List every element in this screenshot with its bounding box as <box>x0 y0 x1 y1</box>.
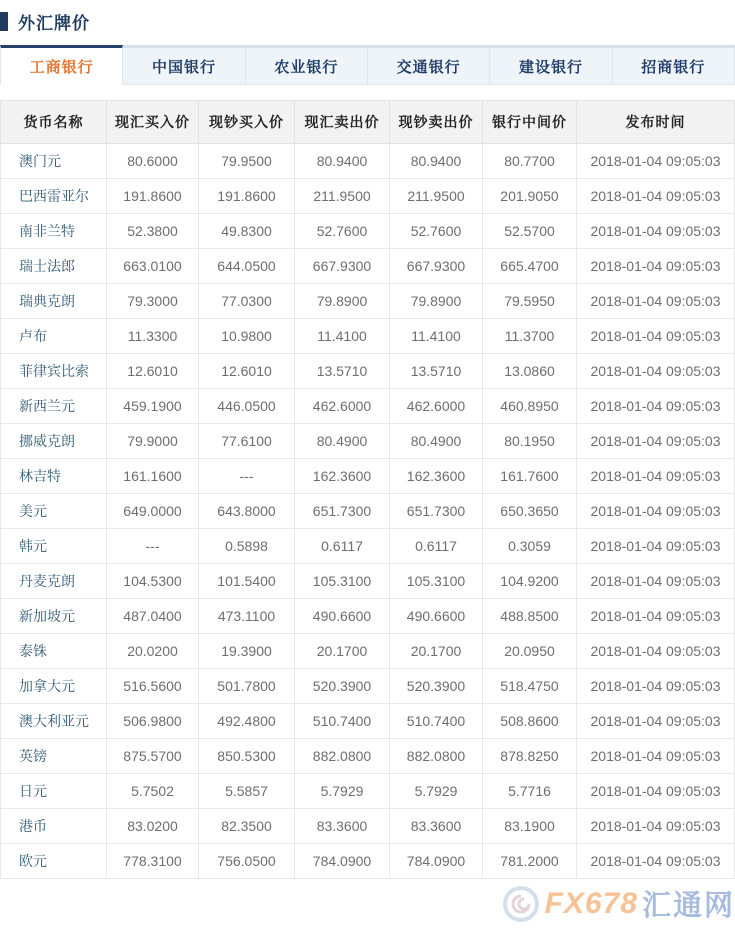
publish-time-cell: 2018-01-04 09:05:03 <box>577 564 735 599</box>
currency-cell[interactable]: 瑞士法郎 <box>1 249 107 284</box>
middle-rate-cell: 201.9050 <box>483 179 577 214</box>
middle-rate-cell: 0.3059 <box>483 529 577 564</box>
spot-buy-cell: 506.9800 <box>107 704 199 739</box>
bank-tabs <box>0 45 735 85</box>
swirl-logo-icon <box>501 884 541 924</box>
table-row <box>1 284 735 319</box>
publish-time-cell: 2018-01-04 09:05:03 <box>577 739 735 774</box>
table-row <box>1 599 735 634</box>
spot-sell-cell: 462.6000 <box>295 389 390 424</box>
table-row <box>1 179 735 214</box>
cash-sell-cell: 80.4900 <box>390 424 483 459</box>
table-row <box>1 354 735 389</box>
table-row <box>1 424 735 459</box>
table-row <box>1 249 735 284</box>
currency-cell[interactable]: 英镑 <box>1 739 107 774</box>
watermark <box>501 883 735 924</box>
currency-cell[interactable]: 卢布 <box>1 319 107 354</box>
cash-buy-cell: 492.4800 <box>199 704 295 739</box>
currency-cell[interactable]: 新加坡元 <box>1 599 107 634</box>
middle-rate-cell: 104.9200 <box>483 564 577 599</box>
spot-sell-cell: 211.9500 <box>295 179 390 214</box>
col-header-middle-rate: 银行中间价 <box>483 101 577 144</box>
currency-cell[interactable]: 巴西雷亚尔 <box>1 179 107 214</box>
publish-time-cell: 2018-01-04 09:05:03 <box>577 424 735 459</box>
cash-buy-cell: --- <box>199 459 295 494</box>
publish-time-cell: 2018-01-04 09:05:03 <box>577 389 735 424</box>
spot-sell-cell: 882.0800 <box>295 739 390 774</box>
spot-sell-cell: 11.4100 <box>295 319 390 354</box>
table-row <box>1 844 735 879</box>
spot-buy-cell: 12.6010 <box>107 354 199 389</box>
page-title: 外汇牌价 <box>18 13 90 33</box>
cash-buy-cell: 82.3500 <box>199 809 295 844</box>
currency-cell[interactable]: 泰铢 <box>1 634 107 669</box>
middle-rate-cell: 20.0950 <box>483 634 577 669</box>
publish-time-cell: 2018-01-04 09:05:03 <box>577 459 735 494</box>
spot-sell-cell: 0.6117 <box>295 529 390 564</box>
title-accent-bar <box>0 12 8 31</box>
middle-rate-cell: 80.1950 <box>483 424 577 459</box>
spot-sell-cell: 520.3900 <box>295 669 390 704</box>
currency-cell[interactable]: 欧元 <box>1 844 107 879</box>
table-header-row <box>1 101 735 144</box>
cash-sell-cell: 520.3900 <box>390 669 483 704</box>
currency-cell[interactable]: 挪威克朗 <box>1 424 107 459</box>
middle-rate-cell: 5.7716 <box>483 774 577 809</box>
spot-buy-cell: 52.3800 <box>107 214 199 249</box>
table-row <box>1 529 735 564</box>
cash-buy-cell: 0.5898 <box>199 529 295 564</box>
cash-sell-cell: 80.9400 <box>390 144 483 179</box>
spot-buy-cell: 161.1600 <box>107 459 199 494</box>
tab-abc[interactable]: 农业银行 <box>246 45 368 85</box>
spot-buy-cell: 83.0200 <box>107 809 199 844</box>
cash-sell-cell: 20.1700 <box>390 634 483 669</box>
cash-sell-cell: 490.6600 <box>390 599 483 634</box>
spot-sell-cell: 105.3100 <box>295 564 390 599</box>
cash-sell-cell: 13.5710 <box>390 354 483 389</box>
tab-boc[interactable]: 中国银行 <box>123 45 245 85</box>
spot-sell-cell: 80.9400 <box>295 144 390 179</box>
spot-buy-cell: --- <box>107 529 199 564</box>
publish-time-cell: 2018-01-04 09:05:03 <box>577 704 735 739</box>
cash-buy-cell: 12.6010 <box>199 354 295 389</box>
cash-sell-cell: 651.7300 <box>390 494 483 529</box>
cash-sell-cell: 52.7600 <box>390 214 483 249</box>
spot-sell-cell: 510.7400 <box>295 704 390 739</box>
spot-sell-cell: 5.7929 <box>295 774 390 809</box>
spot-sell-cell: 79.8900 <box>295 284 390 319</box>
cash-buy-cell: 19.3900 <box>199 634 295 669</box>
currency-cell[interactable]: 韩元 <box>1 529 107 564</box>
currency-cell[interactable]: 美元 <box>1 494 107 529</box>
publish-time-cell: 2018-01-04 09:05:03 <box>577 669 735 704</box>
cash-buy-cell: 191.8600 <box>199 179 295 214</box>
table-row <box>1 144 735 179</box>
spot-buy-cell: 5.7502 <box>107 774 199 809</box>
cash-sell-cell: 882.0800 <box>390 739 483 774</box>
table-row <box>1 494 735 529</box>
cash-buy-cell: 501.7800 <box>199 669 295 704</box>
publish-time-cell: 2018-01-04 09:05:03 <box>577 494 735 529</box>
spot-buy-cell: 649.0000 <box>107 494 199 529</box>
col-header-spot-buy: 现汇买入价 <box>107 101 199 144</box>
cash-buy-cell: 77.0300 <box>199 284 295 319</box>
tab-bocom[interactable]: 交通银行 <box>368 45 490 85</box>
publish-time-cell: 2018-01-04 09:05:03 <box>577 634 735 669</box>
spot-buy-cell: 875.5700 <box>107 739 199 774</box>
middle-rate-cell: 79.5950 <box>483 284 577 319</box>
cash-buy-cell: 79.9500 <box>199 144 295 179</box>
spot-buy-cell: 104.5300 <box>107 564 199 599</box>
cash-buy-cell: 77.6100 <box>199 424 295 459</box>
table-row <box>1 389 735 424</box>
publish-time-cell: 2018-01-04 09:05:03 <box>577 179 735 214</box>
cash-buy-cell: 49.8300 <box>199 214 295 249</box>
spot-buy-cell: 778.3100 <box>107 844 199 879</box>
publish-time-cell: 2018-01-04 09:05:03 <box>577 774 735 809</box>
currency-cell[interactable]: 瑞典克朗 <box>1 284 107 319</box>
spot-sell-cell: 80.4900 <box>295 424 390 459</box>
tab-ccb[interactable]: 建设银行 <box>490 45 612 85</box>
spot-buy-cell: 487.0400 <box>107 599 199 634</box>
table-row <box>1 634 735 669</box>
currency-cell[interactable]: 日元 <box>1 774 107 809</box>
watermark-brand-text: FX678 <box>544 886 638 920</box>
spot-sell-cell: 83.3600 <box>295 809 390 844</box>
currency-cell[interactable]: 澳门元 <box>1 144 107 179</box>
spot-buy-cell: 516.5600 <box>107 669 199 704</box>
table-row <box>1 669 735 704</box>
currency-cell[interactable]: 加拿大元 <box>1 669 107 704</box>
col-header-spot-sell: 现汇卖出价 <box>295 101 390 144</box>
spot-sell-cell: 52.7600 <box>295 214 390 249</box>
currency-cell[interactable]: 新西兰元 <box>1 389 107 424</box>
cash-buy-cell: 756.0500 <box>199 844 295 879</box>
middle-rate-cell: 13.0860 <box>483 354 577 389</box>
publish-time-cell: 2018-01-04 09:05:03 <box>577 354 735 389</box>
spot-sell-cell: 667.9300 <box>295 249 390 284</box>
tab-icbc[interactable]: 工商银行 <box>0 45 123 85</box>
publish-time-cell: 2018-01-04 09:05:03 <box>577 599 735 634</box>
col-header-cash-sell: 现钞卖出价 <box>390 101 483 144</box>
middle-rate-cell: 83.1900 <box>483 809 577 844</box>
cash-buy-cell: 473.1100 <box>199 599 295 634</box>
cash-buy-cell: 446.0500 <box>199 389 295 424</box>
col-header-cash-buy: 现钞买入价 <box>199 101 295 144</box>
cash-buy-cell: 10.9800 <box>199 319 295 354</box>
currency-cell[interactable]: 澳大利亚元 <box>1 704 107 739</box>
currency-cell[interactable]: 南非兰特 <box>1 214 107 249</box>
table-row <box>1 564 735 599</box>
spot-buy-cell: 20.0200 <box>107 634 199 669</box>
spot-sell-cell: 162.3600 <box>295 459 390 494</box>
middle-rate-cell: 488.8500 <box>483 599 577 634</box>
publish-time-cell: 2018-01-04 09:05:03 <box>577 529 735 564</box>
spot-sell-cell: 784.0900 <box>295 844 390 879</box>
cash-sell-cell: 5.7929 <box>390 774 483 809</box>
tab-cmb[interactable]: 招商银行 <box>613 45 735 85</box>
cash-buy-cell: 850.5300 <box>199 739 295 774</box>
middle-rate-cell: 508.8600 <box>483 704 577 739</box>
spot-buy-cell: 663.0100 <box>107 249 199 284</box>
rates-table-body <box>1 144 735 879</box>
table-row <box>1 704 735 739</box>
middle-rate-cell: 161.7600 <box>483 459 577 494</box>
table-row <box>1 774 735 809</box>
currency-cell[interactable]: 丹麦克朗 <box>1 564 107 599</box>
cash-sell-cell: 211.9500 <box>390 179 483 214</box>
cash-sell-cell: 105.3100 <box>390 564 483 599</box>
spot-sell-cell: 20.1700 <box>295 634 390 669</box>
cash-buy-cell: 5.5857 <box>199 774 295 809</box>
table-row <box>1 214 735 249</box>
watermark-site-text: 汇通网 <box>641 890 735 922</box>
spot-sell-cell: 490.6600 <box>295 599 390 634</box>
cash-buy-cell: 644.0500 <box>199 249 295 284</box>
middle-rate-cell: 80.7700 <box>483 144 577 179</box>
table-row <box>1 809 735 844</box>
table-row <box>1 319 735 354</box>
middle-rate-cell: 11.3700 <box>483 319 577 354</box>
cash-buy-cell: 643.8000 <box>199 494 295 529</box>
spot-buy-cell: 80.6000 <box>107 144 199 179</box>
spot-sell-cell: 13.5710 <box>295 354 390 389</box>
cash-sell-cell: 462.6000 <box>390 389 483 424</box>
table-row <box>1 459 735 494</box>
middle-rate-cell: 650.3650 <box>483 494 577 529</box>
middle-rate-cell: 665.4700 <box>483 249 577 284</box>
publish-time-cell: 2018-01-04 09:05:03 <box>577 249 735 284</box>
middle-rate-cell: 878.8250 <box>483 739 577 774</box>
col-header-publish-time: 发布时间 <box>577 101 735 144</box>
table-row <box>1 739 735 774</box>
currency-cell[interactable]: 林吉特 <box>1 459 107 494</box>
cash-buy-cell: 101.5400 <box>199 564 295 599</box>
cash-sell-cell: 79.8900 <box>390 284 483 319</box>
cash-sell-cell: 11.4100 <box>390 319 483 354</box>
publish-time-cell: 2018-01-04 09:05:03 <box>577 214 735 249</box>
middle-rate-cell: 518.4750 <box>483 669 577 704</box>
middle-rate-cell: 781.2000 <box>483 844 577 879</box>
spot-buy-cell: 459.1900 <box>107 389 199 424</box>
fx-rates-table <box>0 100 735 879</box>
publish-time-cell: 2018-01-04 09:05:03 <box>577 844 735 879</box>
middle-rate-cell: 52.5700 <box>483 214 577 249</box>
cash-sell-cell: 0.6117 <box>390 529 483 564</box>
spot-buy-cell: 11.3300 <box>107 319 199 354</box>
col-header-currency: 货币名称 <box>1 101 107 144</box>
publish-time-cell: 2018-01-04 09:05:03 <box>577 284 735 319</box>
spot-sell-cell: 651.7300 <box>295 494 390 529</box>
publish-time-cell: 2018-01-04 09:05:03 <box>577 319 735 354</box>
publish-time-cell: 2018-01-04 09:05:03 <box>577 144 735 179</box>
publish-time-cell: 2018-01-04 09:05:03 <box>577 809 735 844</box>
currency-cell[interactable]: 菲律宾比索 <box>1 354 107 389</box>
spot-buy-cell: 79.3000 <box>107 284 199 319</box>
cash-sell-cell: 667.9300 <box>390 249 483 284</box>
cash-sell-cell: 162.3600 <box>390 459 483 494</box>
spot-buy-cell: 79.9000 <box>107 424 199 459</box>
cash-sell-cell: 784.0900 <box>390 844 483 879</box>
cash-sell-cell: 510.7400 <box>390 704 483 739</box>
cash-sell-cell: 83.3600 <box>390 809 483 844</box>
page-header <box>0 8 735 34</box>
currency-cell[interactable]: 港币 <box>1 809 107 844</box>
middle-rate-cell: 460.8950 <box>483 389 577 424</box>
spot-buy-cell: 191.8600 <box>107 179 199 214</box>
